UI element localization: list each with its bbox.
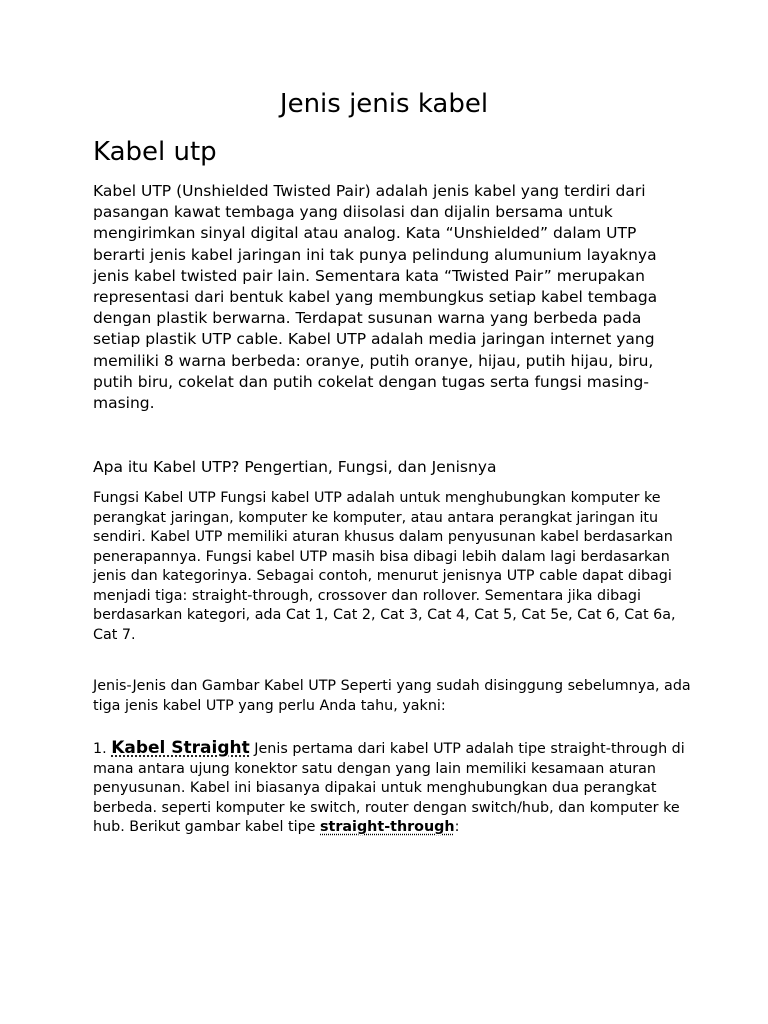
kabel-straight-heading: Kabel Straight xyxy=(111,738,250,758)
straight-paragraph xyxy=(93,739,693,838)
intro-paragraph: Kabel UTP (Unshielded Twisted Pair) adalah jenis kabel yang terdiri dari pasangan kawat tembaga yang diisolasi dan dijalin bersama untuk mengirimkan sinyal digital atau analog. Kata “Unshielded” dalam UTP berarti jenis kabel jaringan ini tak punya pelindung alumunium layaknya jenis kabel twisted pair lain. Sementara kata “Twisted Pair” merupakan representasi dari bentuk kabel yang membungkus setiap kabel tembaga dengan plastik berwarna. Terdapat susunan warna yang berbeda pada setiap plastik UTP cable. Kabel UTP adalah media jaringan internet yang memiliki 8 warna berbeda: oranye, putih oranye, hijau, putih hijau, biru, putih biru, cokelat dan putih cokelat dengan tugas serta fungsi masing-masing. xyxy=(93,182,658,413)
section-heading-kabel-utp: Kabel utp xyxy=(93,137,217,167)
fungsi-paragraph: Fungsi Kabel UTP Fungsi kabel UTP adalah untuk menghubungkan komputer ke perangkat jaringan, komputer ke komputer, atau antara perangkat jaringan itu sendiri. Kabel UTP memiliki aturan khusus dalam penyusunan kabel berdasarkan penerapannya. Fungsi kabel UTP masih bisa dibagi lebih dalam lagi berdasarkan jenis dan kategorinya. Sebagai contoh, menurut jenisnya UTP cable dapat dibagi menjadi tiga: straight-through, crossover dan rollover. Sementara jika dibagi berdasarkan kategori, ada Cat 1, Cat 2, Cat 3, Cat 4, Cat 5, Cat 5e, Cat 6, Cat 6a, Cat 7. xyxy=(93,490,676,643)
list-number: 1. xyxy=(93,741,107,757)
straight-text: Jenis pertama dari kabel UTP adalah tipe straight-through di mana antara ujung konektor satu dengan yang lain memiliki kesamaan aturan penyusunan. Kabel ini biasanya dipakai untuk menghubungkan dua perangkat berbeda. seperti komputer ke switch, router dengan switch/hub, dan komputer ke hub. Berikut gambar kabel tipe xyxy=(93,741,685,835)
end-punctuation: : xyxy=(454,819,460,835)
jenis-paragraph: Jenis-Jenis dan Gambar Kabel UTP Seperti yang sudah disinggung sebelumnya, ada tiga jenis kabel UTP yang perlu Anda tahu, yakni: xyxy=(93,678,691,714)
document-title: Jenis jenis kabel xyxy=(279,89,489,119)
subheading-apa-itu: Apa itu Kabel UTP? Pengertian, Fungsi, dan Jenisnya xyxy=(93,458,497,476)
straight-through-term: straight-through xyxy=(320,819,455,835)
